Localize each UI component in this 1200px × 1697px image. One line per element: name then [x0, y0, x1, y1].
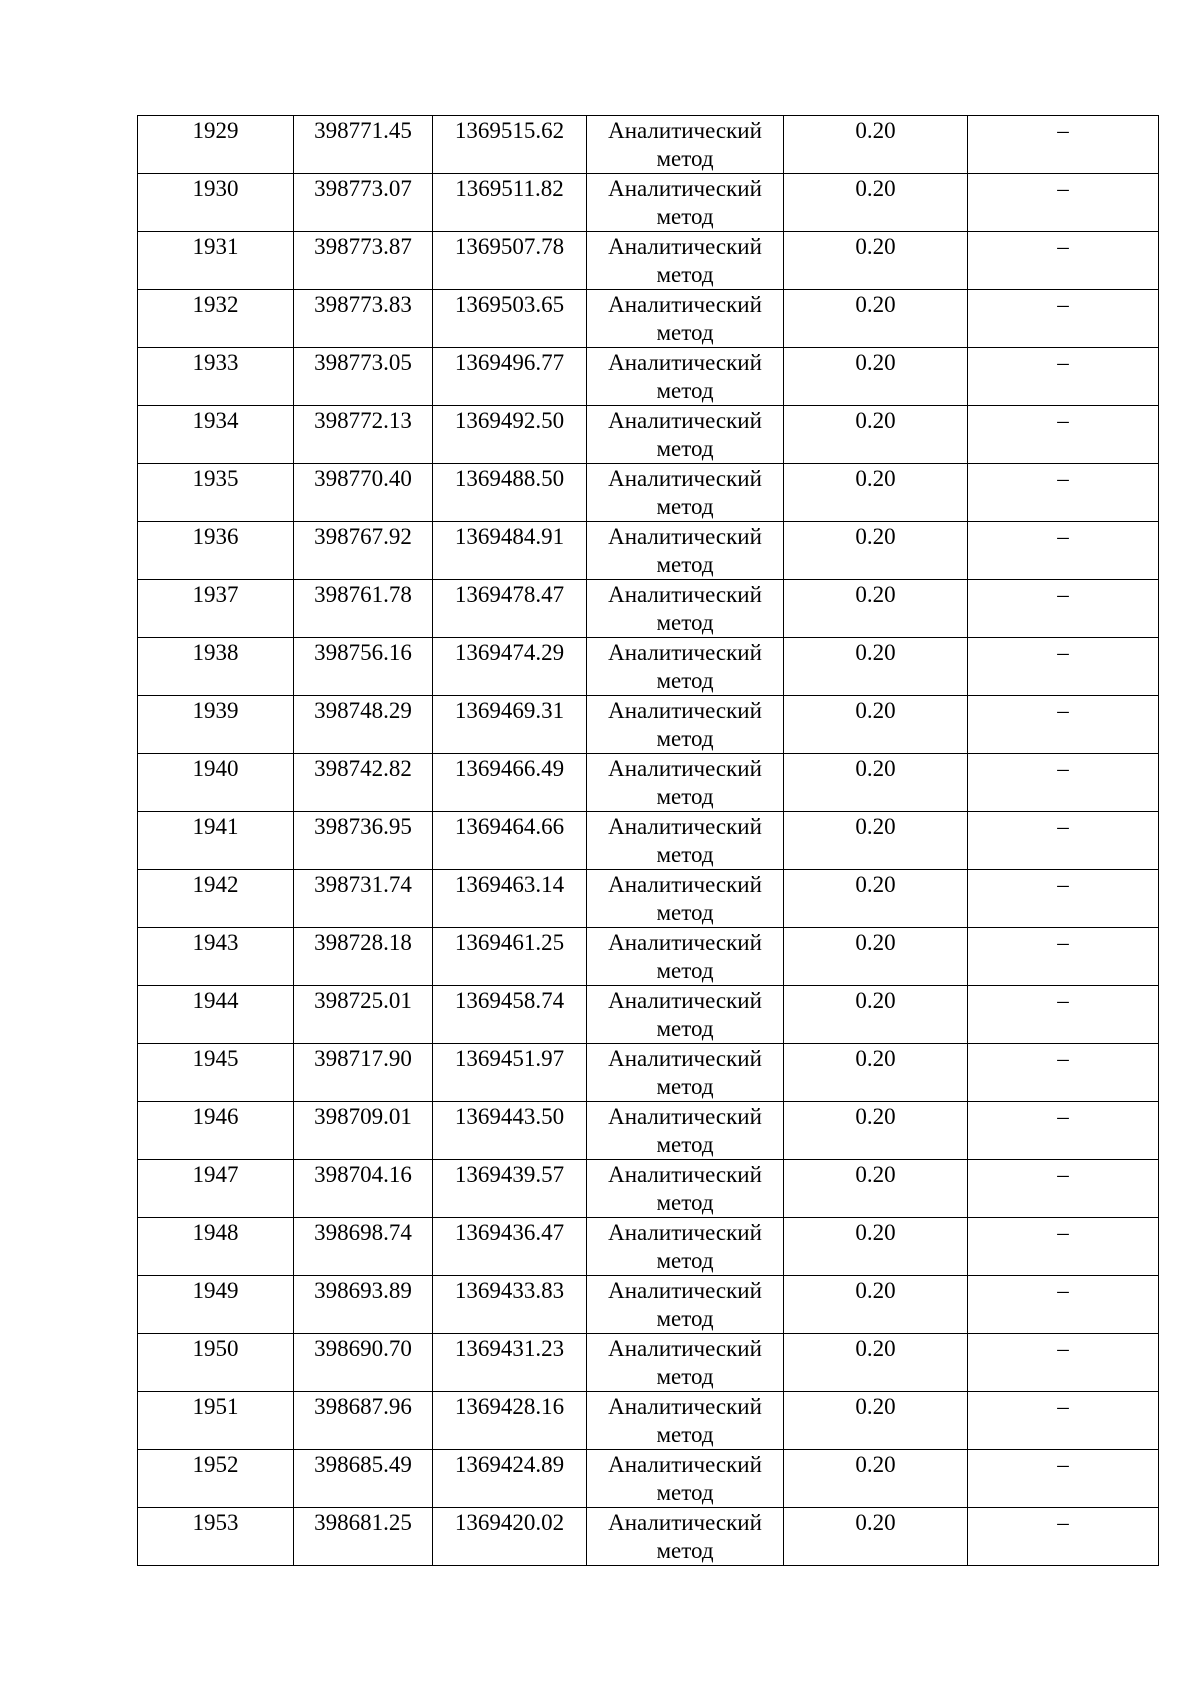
accuracy-cell: 0.20 — [784, 812, 968, 870]
x-coordinate-cell: 398772.13 — [294, 406, 433, 464]
note-cell: – — [968, 754, 1159, 812]
y-coordinate-cell: 1369431.23 — [433, 1334, 587, 1392]
x-coordinate-cell: 398717.90 — [294, 1044, 433, 1102]
accuracy-cell: 0.20 — [784, 290, 968, 348]
method-cell: Аналитический метод — [587, 1392, 784, 1450]
point-number-cell: 1932 — [138, 290, 294, 348]
point-number-cell: 1946 — [138, 1102, 294, 1160]
accuracy-cell: 0.20 — [784, 1160, 968, 1218]
y-coordinate-cell: 1369464.66 — [433, 812, 587, 870]
point-number-cell: 1935 — [138, 464, 294, 522]
x-coordinate-cell: 398693.89 — [294, 1276, 433, 1334]
method-cell: Аналитический метод — [587, 174, 784, 232]
x-coordinate-cell: 398742.82 — [294, 754, 433, 812]
x-coordinate-cell: 398748.29 — [294, 696, 433, 754]
table-row — [138, 1160, 1159, 1218]
point-number-cell: 1937 — [138, 580, 294, 638]
method-cell: Аналитический метод — [587, 580, 784, 638]
point-number-cell: 1931 — [138, 232, 294, 290]
x-coordinate-cell: 398728.18 — [294, 928, 433, 986]
x-coordinate-cell: 398767.92 — [294, 522, 433, 580]
point-number-cell: 1941 — [138, 812, 294, 870]
table-row — [138, 638, 1159, 696]
method-cell: Аналитический метод — [587, 1218, 784, 1276]
y-coordinate-cell: 1369507.78 — [433, 232, 587, 290]
accuracy-cell: 0.20 — [784, 522, 968, 580]
x-coordinate-cell: 398773.07 — [294, 174, 433, 232]
y-coordinate-cell: 1369428.16 — [433, 1392, 587, 1450]
method-cell: Аналитический метод — [587, 812, 784, 870]
x-coordinate-cell: 398690.70 — [294, 1334, 433, 1392]
x-coordinate-cell: 398731.74 — [294, 870, 433, 928]
table-row — [138, 1044, 1159, 1102]
y-coordinate-cell: 1369458.74 — [433, 986, 587, 1044]
table-row — [138, 406, 1159, 464]
method-cell: Аналитический метод — [587, 1276, 784, 1334]
method-cell: Аналитический метод — [587, 1450, 784, 1508]
y-coordinate-cell: 1369420.02 — [433, 1508, 587, 1566]
y-coordinate-cell: 1369451.97 — [433, 1044, 587, 1102]
table-row — [138, 1392, 1159, 1450]
point-number-cell: 1943 — [138, 928, 294, 986]
note-cell: – — [968, 928, 1159, 986]
x-coordinate-cell: 398773.05 — [294, 348, 433, 406]
accuracy-cell: 0.20 — [784, 1102, 968, 1160]
x-coordinate-cell: 398698.74 — [294, 1218, 433, 1276]
note-cell: – — [968, 290, 1159, 348]
accuracy-cell: 0.20 — [784, 1334, 968, 1392]
point-number-cell: 1930 — [138, 174, 294, 232]
accuracy-cell: 0.20 — [784, 116, 968, 174]
x-coordinate-cell: 398773.87 — [294, 232, 433, 290]
note-cell: – — [968, 696, 1159, 754]
y-coordinate-cell: 1369478.47 — [433, 580, 587, 638]
x-coordinate-cell: 398761.78 — [294, 580, 433, 638]
method-cell: Аналитический метод — [587, 1508, 784, 1566]
y-coordinate-cell: 1369503.65 — [433, 290, 587, 348]
note-cell: – — [968, 1102, 1159, 1160]
note-cell: – — [968, 348, 1159, 406]
method-cell: Аналитический метод — [587, 116, 784, 174]
y-coordinate-cell: 1369511.82 — [433, 174, 587, 232]
accuracy-cell: 0.20 — [784, 1218, 968, 1276]
method-cell: Аналитический метод — [587, 1102, 784, 1160]
method-cell: Аналитический метод — [587, 638, 784, 696]
table-row — [138, 1276, 1159, 1334]
point-number-cell: 1939 — [138, 696, 294, 754]
table-row — [138, 1102, 1159, 1160]
table-row — [138, 1334, 1159, 1392]
table-row — [138, 116, 1159, 174]
y-coordinate-cell: 1369424.89 — [433, 1450, 587, 1508]
method-cell: Аналитический метод — [587, 696, 784, 754]
x-coordinate-cell: 398709.01 — [294, 1102, 433, 1160]
y-coordinate-cell: 1369436.47 — [433, 1218, 587, 1276]
accuracy-cell: 0.20 — [784, 464, 968, 522]
y-coordinate-cell: 1369484.91 — [433, 522, 587, 580]
table-row — [138, 348, 1159, 406]
note-cell: – — [968, 986, 1159, 1044]
y-coordinate-cell: 1369469.31 — [433, 696, 587, 754]
accuracy-cell: 0.20 — [784, 1044, 968, 1102]
accuracy-cell: 0.20 — [784, 754, 968, 812]
method-cell: Аналитический метод — [587, 986, 784, 1044]
accuracy-cell: 0.20 — [784, 174, 968, 232]
note-cell: – — [968, 1044, 1159, 1102]
table-row — [138, 812, 1159, 870]
table-row — [138, 174, 1159, 232]
y-coordinate-cell: 1369461.25 — [433, 928, 587, 986]
table-body — [138, 116, 1159, 1566]
point-number-cell: 1949 — [138, 1276, 294, 1334]
method-cell: Аналитический метод — [587, 464, 784, 522]
accuracy-cell: 0.20 — [784, 928, 968, 986]
y-coordinate-cell: 1369466.49 — [433, 754, 587, 812]
point-number-cell: 1944 — [138, 986, 294, 1044]
accuracy-cell: 0.20 — [784, 638, 968, 696]
method-cell: Аналитический метод — [587, 1334, 784, 1392]
point-number-cell: 1952 — [138, 1450, 294, 1508]
table-row — [138, 696, 1159, 754]
x-coordinate-cell: 398685.49 — [294, 1450, 433, 1508]
point-number-cell: 1948 — [138, 1218, 294, 1276]
method-cell: Аналитический метод — [587, 232, 784, 290]
accuracy-cell: 0.20 — [784, 1450, 968, 1508]
x-coordinate-cell: 398771.45 — [294, 116, 433, 174]
y-coordinate-cell: 1369443.50 — [433, 1102, 587, 1160]
method-cell: Аналитический метод — [587, 1160, 784, 1218]
accuracy-cell: 0.20 — [784, 580, 968, 638]
x-coordinate-cell: 398687.96 — [294, 1392, 433, 1450]
y-coordinate-cell: 1369439.57 — [433, 1160, 587, 1218]
point-number-cell: 1942 — [138, 870, 294, 928]
point-number-cell: 1953 — [138, 1508, 294, 1566]
table-row — [138, 1450, 1159, 1508]
y-coordinate-cell: 1369515.62 — [433, 116, 587, 174]
accuracy-cell: 0.20 — [784, 1508, 968, 1566]
x-coordinate-cell: 398773.83 — [294, 290, 433, 348]
point-number-cell: 1929 — [138, 116, 294, 174]
note-cell: – — [968, 232, 1159, 290]
point-number-cell: 1933 — [138, 348, 294, 406]
point-number-cell: 1945 — [138, 1044, 294, 1102]
y-coordinate-cell: 1369492.50 — [433, 406, 587, 464]
method-cell: Аналитический метод — [587, 928, 784, 986]
accuracy-cell: 0.20 — [784, 696, 968, 754]
note-cell: – — [968, 870, 1159, 928]
table-row — [138, 522, 1159, 580]
x-coordinate-cell: 398681.25 — [294, 1508, 433, 1566]
accuracy-cell: 0.20 — [784, 1392, 968, 1450]
x-coordinate-cell: 398736.95 — [294, 812, 433, 870]
method-cell: Аналитический метод — [587, 522, 784, 580]
x-coordinate-cell: 398725.01 — [294, 986, 433, 1044]
table-row — [138, 290, 1159, 348]
note-cell: – — [968, 116, 1159, 174]
accuracy-cell: 0.20 — [784, 986, 968, 1044]
table-row — [138, 754, 1159, 812]
method-cell: Аналитический метод — [587, 290, 784, 348]
point-number-cell: 1936 — [138, 522, 294, 580]
note-cell: – — [968, 406, 1159, 464]
note-cell: – — [968, 174, 1159, 232]
accuracy-cell: 0.20 — [784, 232, 968, 290]
x-coordinate-cell: 398704.16 — [294, 1160, 433, 1218]
x-coordinate-cell: 398756.16 — [294, 638, 433, 696]
accuracy-cell: 0.20 — [784, 406, 968, 464]
note-cell: – — [968, 638, 1159, 696]
table-row — [138, 928, 1159, 986]
table-row — [138, 464, 1159, 522]
note-cell: – — [968, 1276, 1159, 1334]
note-cell: – — [968, 1160, 1159, 1218]
method-cell: Аналитический метод — [587, 406, 784, 464]
method-cell: Аналитический метод — [587, 870, 784, 928]
accuracy-cell: 0.20 — [784, 1276, 968, 1334]
note-cell: – — [968, 522, 1159, 580]
note-cell: – — [968, 580, 1159, 638]
point-number-cell: 1951 — [138, 1392, 294, 1450]
point-number-cell: 1947 — [138, 1160, 294, 1218]
point-number-cell: 1934 — [138, 406, 294, 464]
table-row — [138, 1508, 1159, 1566]
y-coordinate-cell: 1369474.29 — [433, 638, 587, 696]
table-row — [138, 232, 1159, 290]
note-cell: – — [968, 1392, 1159, 1450]
note-cell: – — [968, 812, 1159, 870]
point-number-cell: 1950 — [138, 1334, 294, 1392]
note-cell: – — [968, 1508, 1159, 1566]
x-coordinate-cell: 398770.40 — [294, 464, 433, 522]
method-cell: Аналитический метод — [587, 1044, 784, 1102]
point-number-cell: 1938 — [138, 638, 294, 696]
method-cell: Аналитический метод — [587, 348, 784, 406]
point-number-cell: 1940 — [138, 754, 294, 812]
note-cell: – — [968, 464, 1159, 522]
y-coordinate-cell: 1369488.50 — [433, 464, 587, 522]
table-row — [138, 870, 1159, 928]
method-cell: Аналитический метод — [587, 754, 784, 812]
accuracy-cell: 0.20 — [784, 348, 968, 406]
note-cell: – — [968, 1218, 1159, 1276]
table-row — [138, 986, 1159, 1044]
coordinates-table — [137, 115, 1159, 1566]
note-cell: – — [968, 1450, 1159, 1508]
table-row — [138, 580, 1159, 638]
y-coordinate-cell: 1369496.77 — [433, 348, 587, 406]
accuracy-cell: 0.20 — [784, 870, 968, 928]
y-coordinate-cell: 1369463.14 — [433, 870, 587, 928]
note-cell: – — [968, 1334, 1159, 1392]
y-coordinate-cell: 1369433.83 — [433, 1276, 587, 1334]
table-row — [138, 1218, 1159, 1276]
